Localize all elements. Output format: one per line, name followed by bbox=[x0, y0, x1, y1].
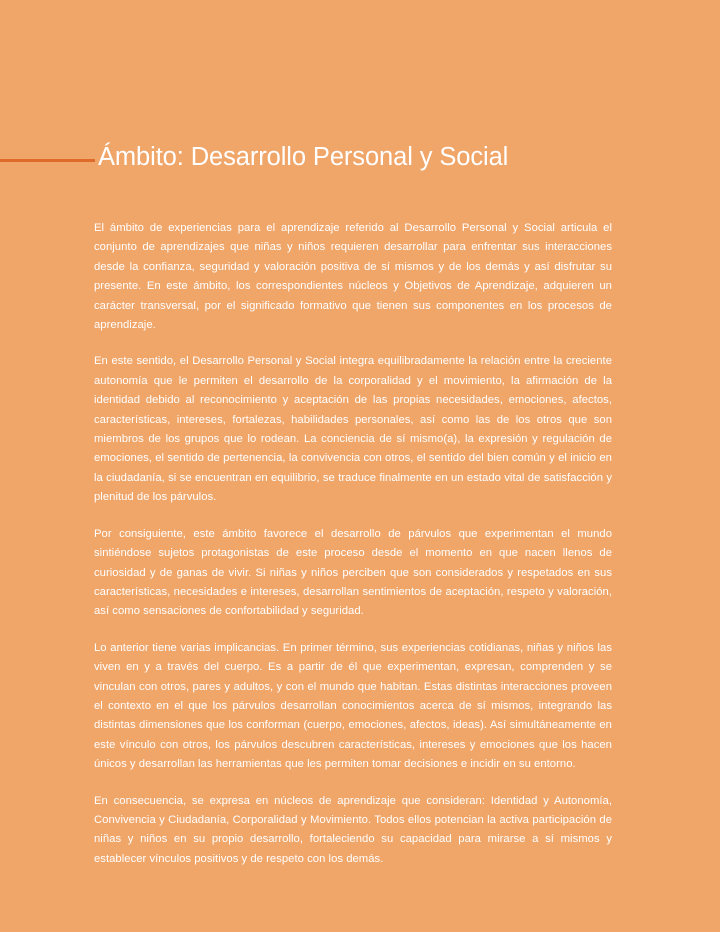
page-title: Ámbito: Desarrollo Personal y Social bbox=[98, 143, 509, 172]
body-content bbox=[94, 219, 612, 869]
body-paragraph: Por consiguiente, este ámbito favorece el desarrollo de párvulos que experimentan el mundo sintiéndose sujetos protagonistas de este proceso desde el momento en que nacen llenos de curiosidad y de ganas de vivir. Si niñas y niños perciben que son considerados y respetados en sus características, necesidades e intereses, desarrollan sentimientos de aceptación, respeto y valoración, así como sensaciones de confortabilidad y seguridad. bbox=[94, 527, 612, 618]
body-paragraph: El ámbito de experiencias para el aprendizaje referido al Desarrollo Personal y Social articula el conjunto de aprendizajes que niñas y niños requieren desarrollar para enfrentar sus interacciones desde la confianza, seguridad y valoración positiva de sí mismos y de los demás y así disfrutar su presente. En este ámbito, los correspondientes núcleos y Objetivos de Aprendizaje, adquieren un carácter transversal, por el significado formativo que tienen sus componentes en los procesos de aprendizaje. bbox=[94, 222, 612, 332]
page-header bbox=[0, 136, 720, 180]
body-paragraph: En este sentido, el Desarrollo Personal y Social integra equilibradamente la relación entre la creciente autonomía que le permiten el desarrollo de la corporalidad y el movimiento, la afirmación de la identidad debido al reconocimiento y aceptación de las propias necesidades, emociones, afectos, características, intereses, fortalezas, habilidades personales, así como las de los otros que son miembros de los grupos que lo rodean. La conciencia de sí mismo(a), la expresión y regulación de emociones, el sentido de pertenencia, la convivencia con otros, el sentido del bien común y el inicio en la ciudadanía, si se encuentran en equilibrio, se traduce finalmente en un estado vital de satisfacción y plenitud de los párvulos. bbox=[94, 355, 612, 504]
body-paragraph: En consecuencia, se expresa en núcleos de aprendizaje que consideran: Identidad y Autonomía, Convivencia y Ciudadanía, Corporalidad y Movimiento. Todos ellos potencian la activa participación de niñas y niños en su propio desarrollo, fortaleciendo su capacidad para mirarse a sí mismos y establecer vínculos positivos y de respeto con los demás. bbox=[94, 794, 612, 865]
header-rule-decoration bbox=[0, 159, 95, 162]
body-paragraph: Lo anterior tiene varias implicancias. En primer término, sus experiencias cotidianas, niñas y niños las viven en y a través del cuerpo. Es a partir de él que experimentan, expresan, comprenden y se vinculan con otros, pares y adultos, y con el mundo que habitan. Estas distintas interacciones proveen el contexto en el que los párvulos desarrollan conocimientos acerca de sí mismos, integrando las distintas dimensiones que los conforman (cuerpo, emociones, afectos, ideas). Así simultáneamente en este vínculo con otros, los párvulos descubren características, intereses y emociones que los hacen únicos y desarrollan las herramientas que les permiten tomar decisiones e incidir en su entorno. bbox=[94, 641, 612, 771]
